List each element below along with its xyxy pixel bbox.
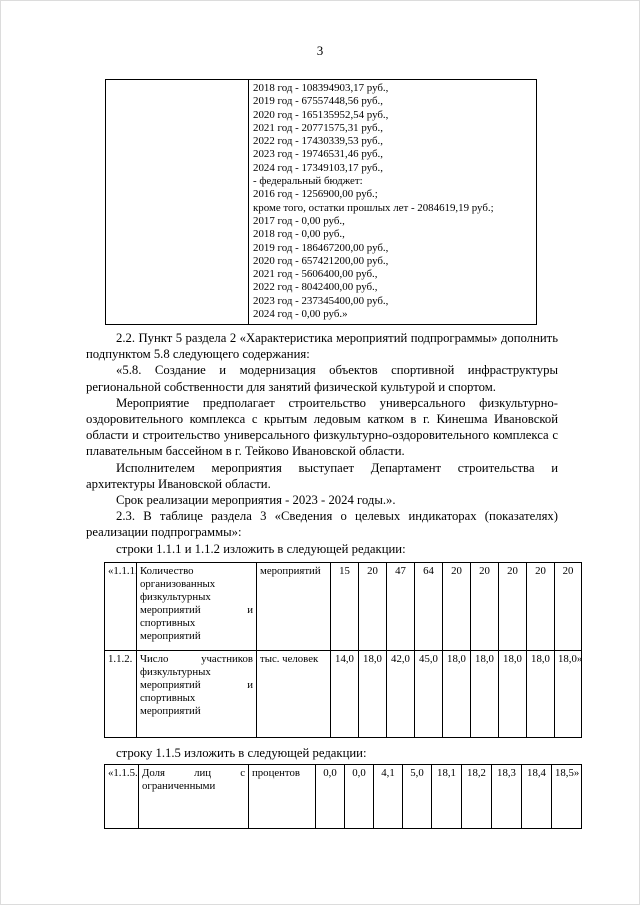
- indicator-value-cell: 18,0»: [555, 650, 582, 737]
- indicator-value-cell: 5,0: [403, 765, 432, 829]
- document-body: [86, 330, 586, 829]
- budget-line: 2021 год - 20771575,31 руб.,: [253, 121, 383, 134]
- paragraph-rows-111-112: строки 1.1.1 и 1.1.2 изложить в следующей редакции:: [116, 541, 406, 556]
- indicator-value-cell: 18,1: [432, 765, 462, 829]
- indicator-value-cell: 18,2: [462, 765, 492, 829]
- indicator-value-cell: 47: [387, 562, 415, 650]
- indicator-unit-cell: процентов: [249, 765, 316, 829]
- indicator-value-cell: 20: [499, 562, 527, 650]
- indicator-value-cell: 18,4: [522, 765, 552, 829]
- indicator-value-cell: 14,0: [331, 650, 359, 737]
- budget-line: 2018 год - 0,00 руб.,: [253, 228, 345, 241]
- indicator-value-cell: 64: [415, 562, 443, 650]
- budget-line: 2023 год - 237345400,00 руб.,: [253, 294, 389, 307]
- budget-line: 2024 год - 0,00 руб.»: [253, 308, 348, 321]
- indicator-value-cell: 18,0: [359, 650, 387, 737]
- indicator-value-cell: 18,3: [492, 765, 522, 829]
- row-number-cell: 1.1.2.: [105, 650, 137, 737]
- indicator-unit-cell: мероприятий: [257, 562, 331, 650]
- indicator-value-cell: 18,0: [471, 650, 499, 737]
- indicators-table-1: [104, 562, 582, 738]
- budget-line: 2019 год - 67557448,56 руб.,: [253, 95, 383, 108]
- indicator-row-1-1-5: [105, 765, 582, 829]
- indicator-value-cell: 20: [527, 562, 555, 650]
- paragraph-executor: Исполнителем мероприятия выступает Департамент строительства и архитектуры Ивановской области.: [86, 460, 558, 491]
- indicator-value-cell: 20: [471, 562, 499, 650]
- budget-line: - федеральный бюджет:: [253, 175, 363, 188]
- paragraph-row-115: строку 1.1.5 изложить в следующей редакции:: [116, 745, 367, 760]
- budget-line: 2019 год - 186467200,00 руб.,: [253, 241, 389, 254]
- indicator-unit-cell: тыс. человек: [257, 650, 331, 737]
- indicator-value-cell: 20: [443, 562, 471, 650]
- budget-table-left-cell: [106, 80, 249, 325]
- indicators-table-2: [104, 764, 582, 829]
- budget-line: 2024 год - 17349103,17 руб.,: [253, 161, 383, 174]
- budget-table-row: [106, 80, 537, 325]
- indicator-name-cell: Доля лиц с ограниченными: [139, 765, 249, 829]
- budget-table: [105, 79, 537, 325]
- indicator-value-cell: 18,0: [527, 650, 555, 737]
- indicator-row-1-1-2: [105, 650, 582, 737]
- indicator-value-cell: 18,0: [499, 650, 527, 737]
- indicator-value-cell: 45,0: [415, 650, 443, 737]
- indicator-value-cell: 4,1: [374, 765, 403, 829]
- budget-line: 2016 год - 1256900,00 руб.;: [253, 188, 378, 201]
- indicator-value-cell: 20: [359, 562, 387, 650]
- budget-line: 2018 год - 108394903,17 руб.,: [253, 82, 389, 94]
- budget-line: 2022 год - 8042400,00 руб.,: [253, 281, 378, 294]
- indicator-value-cell: 18,5»: [552, 765, 582, 829]
- indicator-value-cell: 0,0: [345, 765, 374, 829]
- paragraph-2-3: 2.3. В таблице раздела 3 «Сведения о целевых индикаторах (показателях) реализации подпрограммы»:: [86, 509, 558, 540]
- row-number-cell: «1.1.5.: [105, 765, 139, 829]
- budget-line: 2020 год - 657421200,00 руб.,: [253, 254, 389, 267]
- indicator-name-cell: Количество организованных физкультурных мероприятий и спортивных мероприятий: [137, 562, 257, 650]
- paragraph-2-2: 2.2. Пункт 5 раздела 2 «Характеристика мероприятий подпрограммы» дополнить подпунктом 5.8 следующего содержания:: [86, 331, 558, 362]
- indicator-value-cell: 18,0: [443, 650, 471, 737]
- indicator-value-cell: 15: [331, 562, 359, 650]
- budget-table-values-cell: [249, 80, 537, 325]
- indicator-value-cell: 42,0: [387, 650, 415, 737]
- budget-line: 2023 год - 19746531,46 руб.,: [253, 148, 383, 161]
- paragraph-5-8: «5.8. Создание и модернизация объектов спортивной инфраструктуры региональной собственности для занятий физической культурой и спортом.: [86, 363, 558, 394]
- indicator-value-cell: 20: [555, 562, 582, 650]
- indicator-value-cell: 0,0: [316, 765, 345, 829]
- page-number: 3: [316, 43, 324, 58]
- budget-line: 2022 год - 17430339,53 руб.,: [253, 135, 383, 148]
- budget-line: кроме того, остатки прошлых лет - 2084619,19 руб.;: [253, 201, 494, 214]
- budget-line: 2020 год - 165135952,54 руб.,: [253, 108, 389, 121]
- row-number-cell: «1.1.1.: [105, 562, 137, 650]
- budget-line: 2021 год - 5606400,00 руб.,: [253, 268, 378, 281]
- indicator-row-1-1-1: [105, 562, 582, 650]
- paragraph-term: Срок реализации мероприятия - 2023 - 2024 годы.».: [116, 493, 396, 508]
- paragraph-measure: Мероприятие предполагает строительство универсального физкультурно-оздоровительного комплекса с крытым ледовым катком в г. Кинешма Ивановской области и строительство универсального физкультурно-оздоровительного комплекса с плавательным бассейном в г. Тейково Ивановской области.: [86, 395, 558, 459]
- indicator-name-cell: Число участников физкультурных мероприятий и спортивных мероприятий: [137, 650, 257, 737]
- budget-line: 2017 год - 0,00 руб.,: [253, 214, 345, 227]
